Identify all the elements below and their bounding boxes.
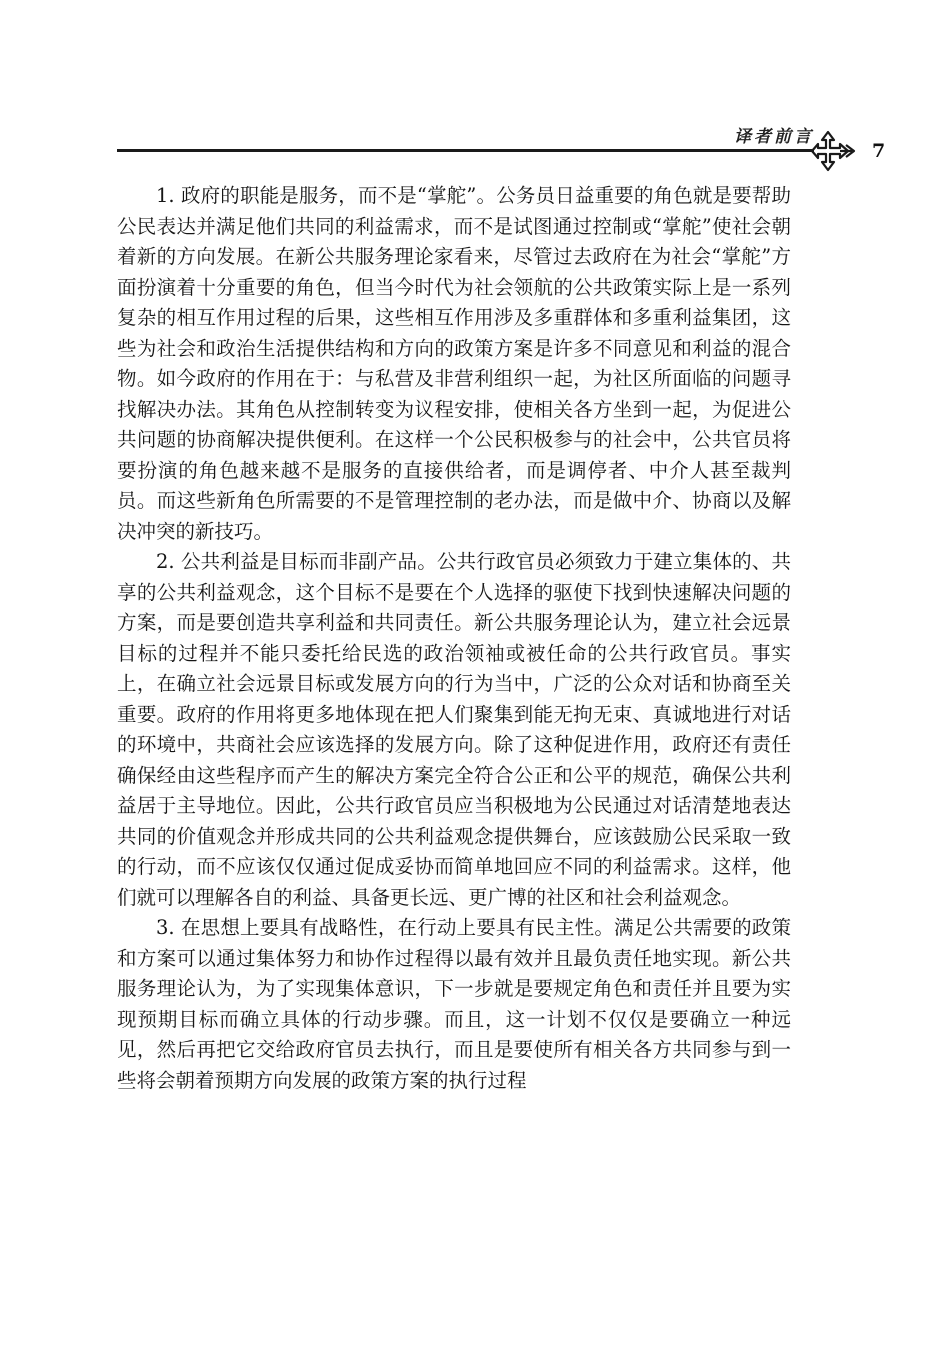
body-text bbox=[117, 181, 791, 1096]
paragraph-1: 1. 政府的职能是服务，而不是“掌舵”。公务员日益重要的角色就是要帮助公民表达并满足他们共同的利益需求，而不是试图通过控制或“掌舵”使社会朝着新的方向发展。在新公共服务理论家看来，尽管过去政府在为社会“掌舵”方面扮演着十分重要的角色，但当今时代为社会领航的公共政策实际上是一系列复杂的相互作用过程的后果，这些相互作用涉及多重群体和多重利益集团，这些为社会和政治生活提供结构和方向的政策方案是许多不同意见和利益的混合物。如今政府的作用在于：与私营及非营利组织一起，为社区所面临的问题寻找解决办法。其角色从控制转变为议程安排，使相关各方坐到一起，为促进公共问题的协商解决提供便利。在这样一个公民积极参与的社会中，公共官员将要扮演的角色越来越不是服务的直接供给者，而是调停者、中介人甚至裁判员。而这些新角色所需要的不是管理控制的老办法，而是做中介、协商以及解决冲突的新技巧。 bbox=[117, 184, 791, 543]
header-rule bbox=[117, 149, 814, 152]
paragraph-2: 2. 公共利益是目标而非副产品。公共行政官员必须致力于建立集体的、共享的公共利益观念，这个目标不是要在个人选择的驱使下找到快速解决问题的方案，而是要创造共享利益和共同责任。新公共服务理论认为，建立社会远景目标的过程并不能只委托给民选的政治领袖或被任命的公共行政官员。事实上，在确立社会远景目标或发展方向的行为当中，广泛的公众对话和协商至关重要。政府的作用将更多地体现在把人们聚集到能无拘无束、真诚地进行对话的环境中，共商社会应该选择的发展方向。除了这种促进作用，政府还有责任确保经由这些程序而产生的解决方案完全符合公正和公平的规范，确保公共利益居于主导地位。因此，公共行政官员应当积极地为公民通过对话清楚地表达共同的价值观念并形成共同的公共利益观念提供舞台，应该鼓励公民采取一致的行动，而不应该仅仅通过促成妥协而简单地回应不同的利益需求。这样，他们就可以理解各自的利益、具备更长远、更广博的社区和社会利益观念。 bbox=[117, 550, 791, 909]
paragraph-3: 3. 在思想上要具有战略性，在行动上要具有民主性。满足公共需要的政策和方案可以通过集体努力和协作过程得以最有效并且最负责任地实现。新公共服务理论认为，为了实现集体意识，下一步就是要规定角色和责任并且要为实现预期目标而确立具体的行动步骤。而且，这一计划不仅仅是要确立一种远见，然后再把它交给政府官员去执行，而且是要使所有相关各方共同参与到一些将会朝着预期方向发展的政策方案的执行过程 bbox=[117, 916, 791, 1092]
page-number: 7 bbox=[872, 140, 886, 162]
header-ornament-icon bbox=[808, 128, 856, 174]
running-header-title: 译者前言 bbox=[734, 127, 814, 147]
